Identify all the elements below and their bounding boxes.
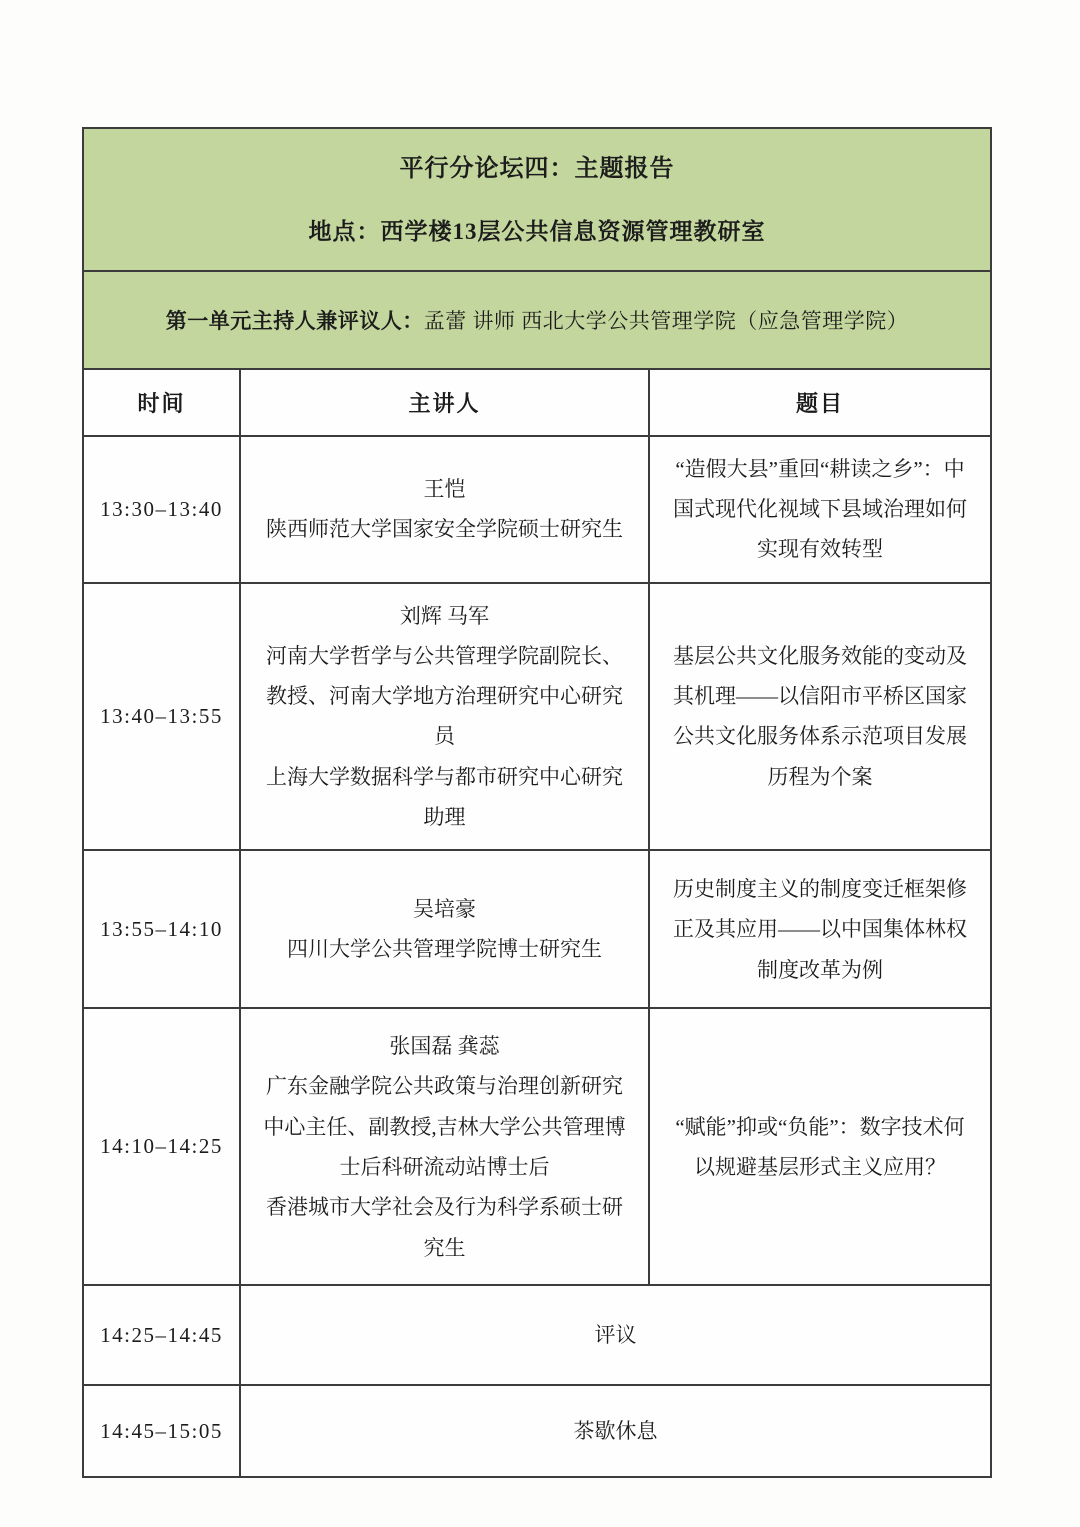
speaker-affiliation: 香港城市大学社会及行为科学系硕士研究生 <box>266 1195 623 1260</box>
forum-location: 地点：西学楼13层公共信息资源管理教研室 <box>308 218 766 244</box>
speaker-name: 刘辉 马军 <box>399 603 490 628</box>
time-cell: 13:55–14:10 <box>83 850 240 1008</box>
topic-text: 历史制度主义的制度变迁框架修正及其应用——以中国集体林权制度改革为例 <box>673 876 967 982</box>
column-header-speaker: 主讲人 <box>240 369 649 436</box>
topic-text: “造假大县”重回“耕读之乡”：中国式现代化视域下县域治理如何实现有效转型 <box>673 456 967 562</box>
topic-cell <box>649 583 991 851</box>
forum-title: 平行分论坛四：主题报告 <box>399 156 675 182</box>
time-cell: 13:30–13:40 <box>83 436 240 583</box>
topic-text: 基层公共文化服务效能的变动及其机理——以信阳市平桥区国家公共文化服务体系示范项目发展历程为个案 <box>673 643 967 789</box>
speaker-name: 吴培豪 <box>413 897 476 922</box>
speaker-affiliation: 上海大学数据科学与都市研究中心研究助理 <box>266 764 623 830</box>
speaker-cell <box>240 583 649 851</box>
speaker-name: 张国磊 龚蕊 <box>389 1033 500 1058</box>
speaker-cell <box>240 436 649 583</box>
time-cell: 14:45–15:05 <box>83 1385 240 1477</box>
moderator-label: 第一单元主持人兼评议人： <box>165 308 424 333</box>
speaker-affiliation: 陕西师范大学国家安全学院硕士研究生 <box>266 517 623 542</box>
column-header-row <box>83 369 991 436</box>
table-row <box>83 436 991 583</box>
speaker-cell <box>240 1008 649 1285</box>
table-row <box>83 1385 991 1477</box>
topic-cell <box>649 1008 991 1285</box>
time-cell: 14:25–14:45 <box>83 1285 240 1385</box>
moderator-value: 孟蕾 讲师 西北大学公共管理学院（应急管理学院） <box>423 308 909 333</box>
merged-cell: 茶歇休息 <box>240 1385 991 1477</box>
table-row <box>83 1008 991 1285</box>
table-row <box>83 850 991 1008</box>
schedule-table <box>82 127 992 1478</box>
time-cell: 13:40–13:55 <box>83 583 240 851</box>
column-header-topic: 题目 <box>649 369 991 436</box>
moderator-cell <box>83 271 991 369</box>
topic-text: “赋能”抑或“负能”：数字技术何以规避基层形式主义应用？ <box>675 1114 965 1179</box>
banner-row <box>83 128 991 271</box>
schedule-table-wrap <box>82 127 990 1478</box>
speaker-affiliation: 广东金融学院公共政策与治理创新研究中心主任、副教授,吉林大学公共管理博士后科研流动站博士后 <box>263 1074 626 1179</box>
column-header-time: 时间 <box>83 369 240 436</box>
table-row <box>83 583 991 851</box>
merged-cell: 评议 <box>240 1285 991 1385</box>
banner-cell <box>83 128 991 271</box>
table-row <box>83 1285 991 1385</box>
topic-cell <box>649 850 991 1008</box>
time-cell: 14:10–14:25 <box>83 1008 240 1285</box>
topic-cell <box>649 436 991 583</box>
speaker-name: 王恺 <box>423 476 466 501</box>
speaker-affiliation: 河南大学哲学与公共管理学院副院长、教授、河南大学地方治理研究中心研究员 <box>266 643 623 749</box>
speaker-affiliation: 四川大学公共管理学院博士研究生 <box>287 937 602 962</box>
moderator-row <box>83 271 991 369</box>
speaker-cell <box>240 850 649 1008</box>
